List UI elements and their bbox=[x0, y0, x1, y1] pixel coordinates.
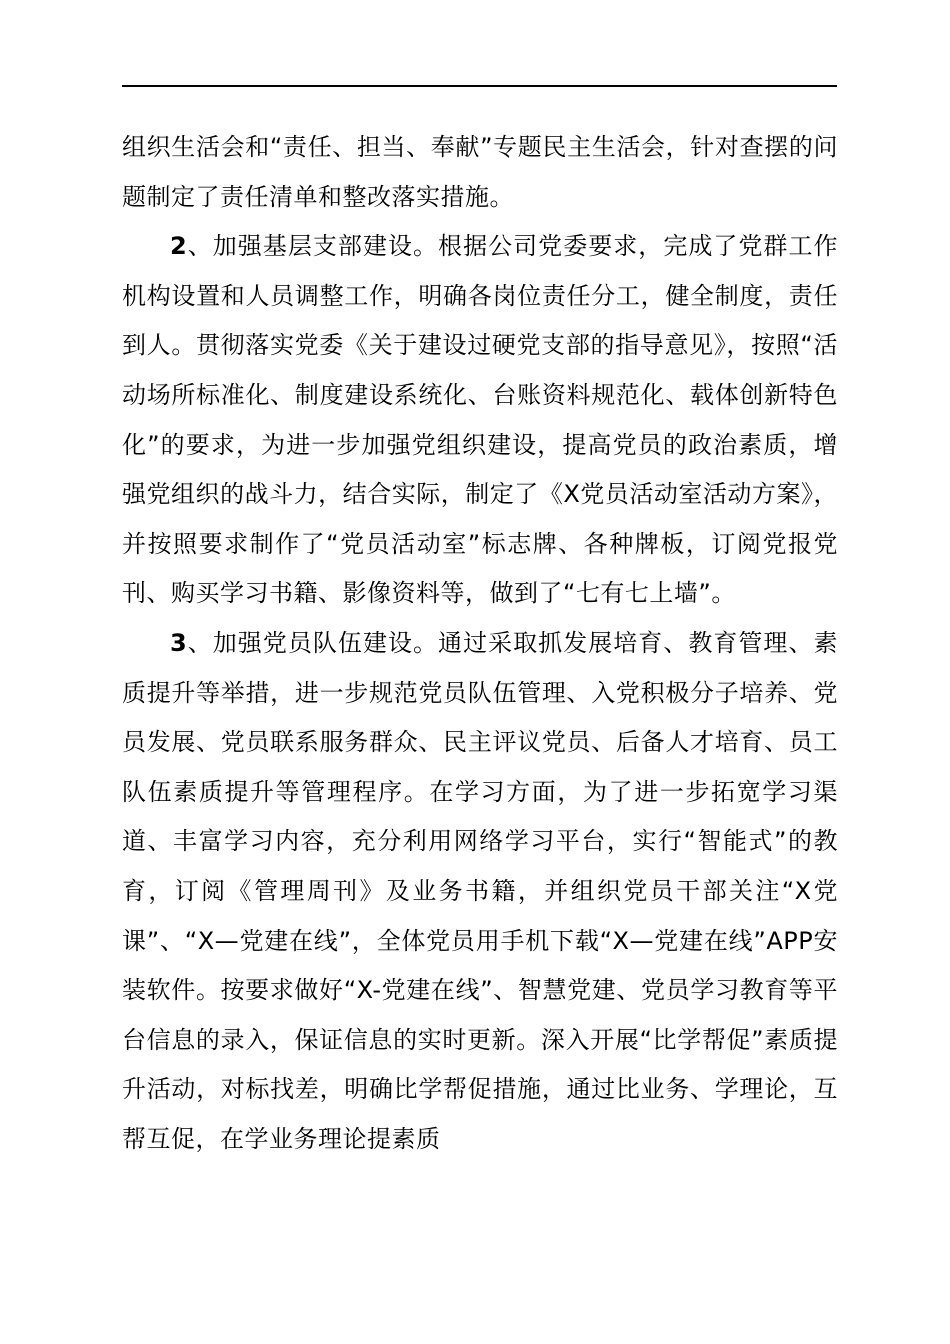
paragraph-number: 3 bbox=[170, 628, 188, 657]
paragraph-text: 、加强党员队伍建设。通过采取抓发展培育、教育管理、素质提升等举措，进一步规范党员队伍管理、入党积极分子培养、党员发展、党员联系服务群众、民主评议党员、后备人才培育、员工队伍素质提升等管理程序。在学习方面，为了进一步拓宽学习渠道、丰富学习内容，充分利用网络学习平台，实行“智能式”的教育，订阅《管理周刊》及业务书籍，并组织党员干部关注“X党课”、“X—党建在线”，全体党员用手机下载“X—党建在线”APP安装软件。按要求做好“X-党建在线”、智慧党建、党员学习教育等平台信息的录入，保证信息的实时更新。深入开展“比学帮促”素质提升活动，对标找差，明确比学帮促措施，通过比业务、学理论，互帮互促，在学业务理论提素质 bbox=[122, 628, 838, 1153]
paragraph-text: 、加强基层支部建设。根据公司党委要求，完成了党群工作机构设置和人员调整工作，明确各岗位责任分工，健全制度，责任到人。贯彻落实党委《关于建设过硬党支部的指导意见》，按照“活动场所标准化、制度建设系统化、台账资料规范化、载体创新特色化”的要求，为进一步加强党组织建设，提高党员的政治素质，增强党组织的战斗力，结合实际，制定了《X党员活动室活动方案》，并按照要求制作了“党员活动室”标志牌、各种牌板，订阅党报党刊、购买学习书籍、影像资料等，做到了“七有七上墙”。 bbox=[122, 232, 838, 608]
header-rule bbox=[122, 85, 837, 87]
paragraph-member-team-building bbox=[122, 619, 838, 1165]
paragraph-continuation bbox=[122, 123, 838, 222]
paragraph-number: 2 bbox=[170, 232, 188, 261]
document-body bbox=[122, 123, 838, 1164]
paragraph-text: 组织生活会和“责任、担当、奉献”专题民主生活会，针对查摆的问题制定了责任清单和整改落实措施。 bbox=[122, 133, 838, 211]
paragraph-branch-building bbox=[122, 222, 838, 619]
